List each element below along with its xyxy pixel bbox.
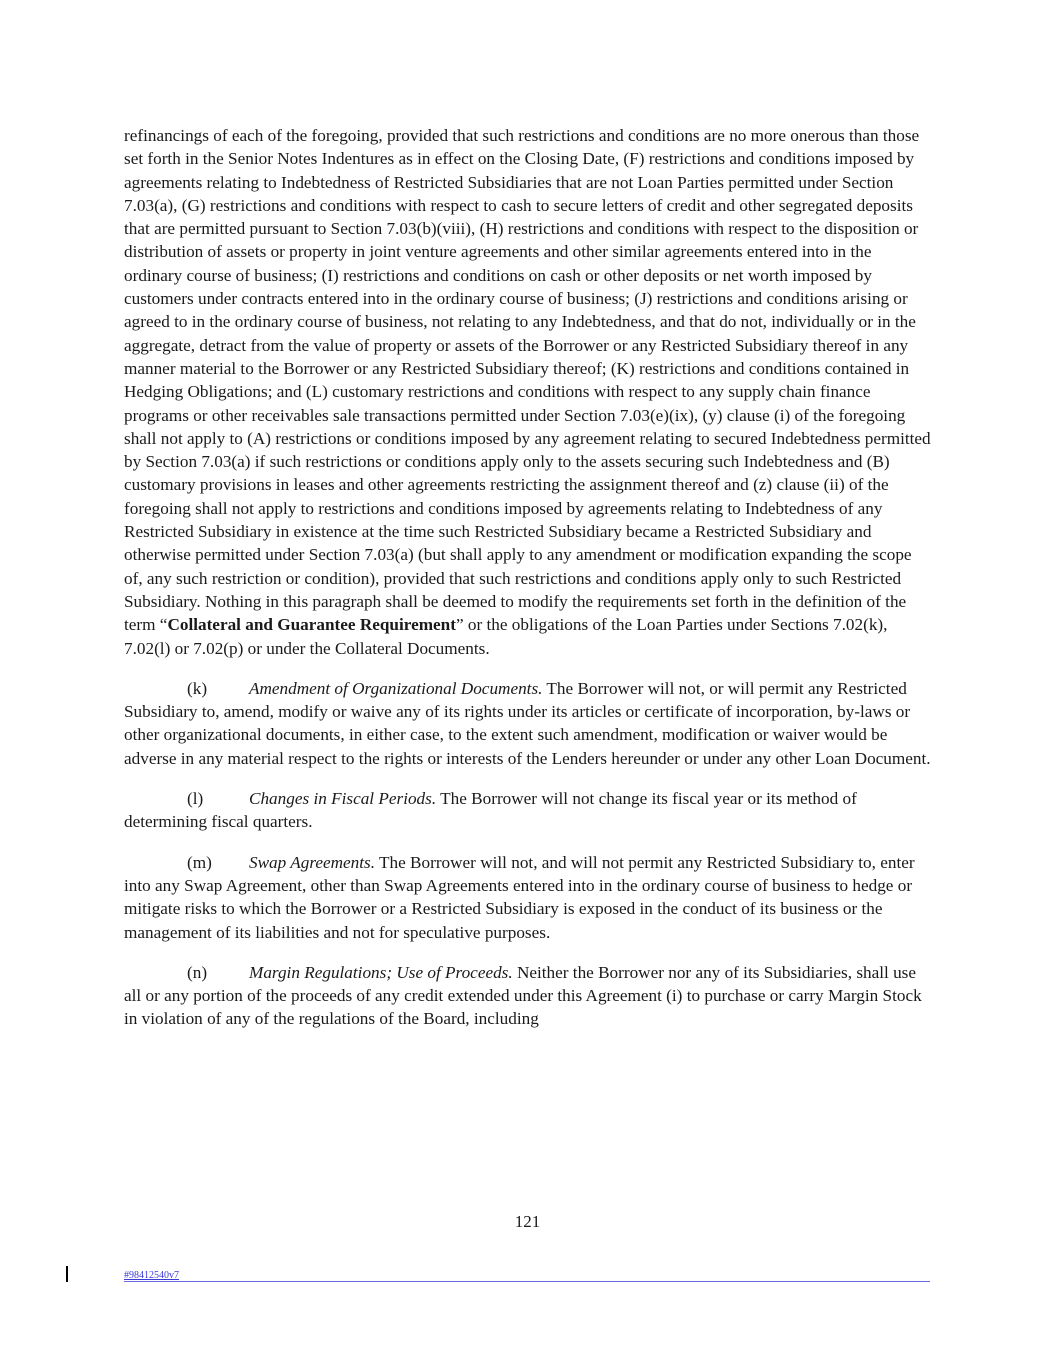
section-body: The Borrower will not, and will not permit any Restricted Subsidiary to, enter into any Swap Agreement, other than Swap Agreements entered into in the ordinary course of business to hedge or mitigate risks to which the Borrower or a Restricted Subsidiary is exposed in the conduct of its business or the management of its liabilities and not for speculative purposes.	[124, 852, 915, 942]
section-body: The Borrower will not change its fiscal year or its method of determining fiscal quarters.	[124, 789, 857, 832]
paragraph-text-before-term: refinancings of each of the foregoing, provided that such restrictions and conditions are no more onerous than those set forth in the Senior Notes Indentures as in effect on the Closing Date, (F) restrictions and conditions imposed by agreements relating to Indebtedness of Restricted Subsidiaries that are not Loan Parties permitted under Section 7.03(a), (G) restrictions and conditions with respect to cash to secure letters of credit and other segregated deposits that are permitted pursuant to Section 7.03(b)(viii), (H) restrictions and conditions with respect to the disposition or distribution of assets or property in joint venture agreements and other similar agreements entered into in the ordinary course of business; (I) restrictions and conditions on cash or other deposits or net worth imposed by customers under contracts entered into in the ordinary course of business; (J) restrictions and conditions arising or agreed to in the ordinary course of business, not relating to any Indebtedness, and that do not, individually or in the aggregate, detract from the value of property or assets of the Borrower or any Restricted Subsidiary thereof in any manner material to the Borrower or any Restricted Subsidiary thereof; (K) restrictions and conditions contained in Hedging Obligations; and (L) customary restrictions and conditions with respect to any supply chain finance programs or other receivables sale transactions permitted under Section 7.03(e)(ix), (y) clause (i) of the foregoing shall not apply to (A) restrictions or conditions imposed by any agreement relating to secured Indebtedness permitted by Section 7.03(a) if such restrictions or conditions apply only to the assets securing such Indebtedness and (B) customary provisions in leases and other agreements restricting the assignment thereof and (z) clause (ii) of the foregoing shall not apply to restrictions and conditions imposed by agreements relating to Indebtedness of any Restricted Subsidiary in existence at the time such Restricted Subsidiary became a Restricted Subsidiary and otherwise permitted under Section 7.03(a) (but shall apply to any amendment or modification expanding the scope of, any such restriction or condition), provided that such restrictions and conditions apply only to such Restricted Subsidiary. Nothing in this paragraph shall be deemed to modify the requirements set forth in the definition of the term “	[124, 126, 931, 635]
section-heading: Changes in Fiscal Periods.	[249, 789, 437, 809]
page-number: 121	[514, 1212, 541, 1231]
section-l	[124, 787, 932, 834]
section-heading: Margin Regulations; Use of Proceeds.	[249, 962, 513, 982]
paragraph-text-after-term: ” or the obligations of the Loan Parties under Sections 7.02(k), 7.02(l) or 7.02(p) or under the Collateral Documents.	[124, 615, 888, 658]
document-page	[124, 124, 932, 1048]
section-body: Neither the Borrower nor any of its Subsidiaries, shall use all or any portion of the proceeds of any credit extended under this Agreement (i) to purchase or carry Margin Stock in violation of any of the regulations of the Board, including	[124, 962, 922, 1029]
section-label: (k)	[187, 678, 208, 698]
section-label: (n)	[187, 962, 208, 982]
change-bar	[66, 1266, 68, 1282]
section-body: The Borrower will not, or will permit any Restricted Subsidiary to, amend, modify or waive any of its rights under its articles or certificate of incorporation, by-laws or other organizational documents, in either case, to the extent such amendment, modification or waiver would be adverse in any material respect to the rights or interests of the Lenders hereunder or under any other Loan Document.	[124, 678, 931, 768]
section-k	[124, 677, 932, 770]
section-n	[124, 961, 932, 1031]
section-heading: Amendment of Organizational Documents.	[249, 678, 543, 698]
section-label: (l)	[187, 789, 204, 809]
continuation-paragraph	[124, 124, 932, 660]
document-id: #98412540v7	[124, 1270, 179, 1281]
section-heading: Swap Agreements.	[249, 852, 376, 872]
section-label: (m)	[187, 852, 212, 872]
section-m	[124, 851, 932, 944]
defined-term: Collateral and Guarantee Requirement	[167, 615, 456, 635]
footer-rule	[124, 1281, 930, 1282]
